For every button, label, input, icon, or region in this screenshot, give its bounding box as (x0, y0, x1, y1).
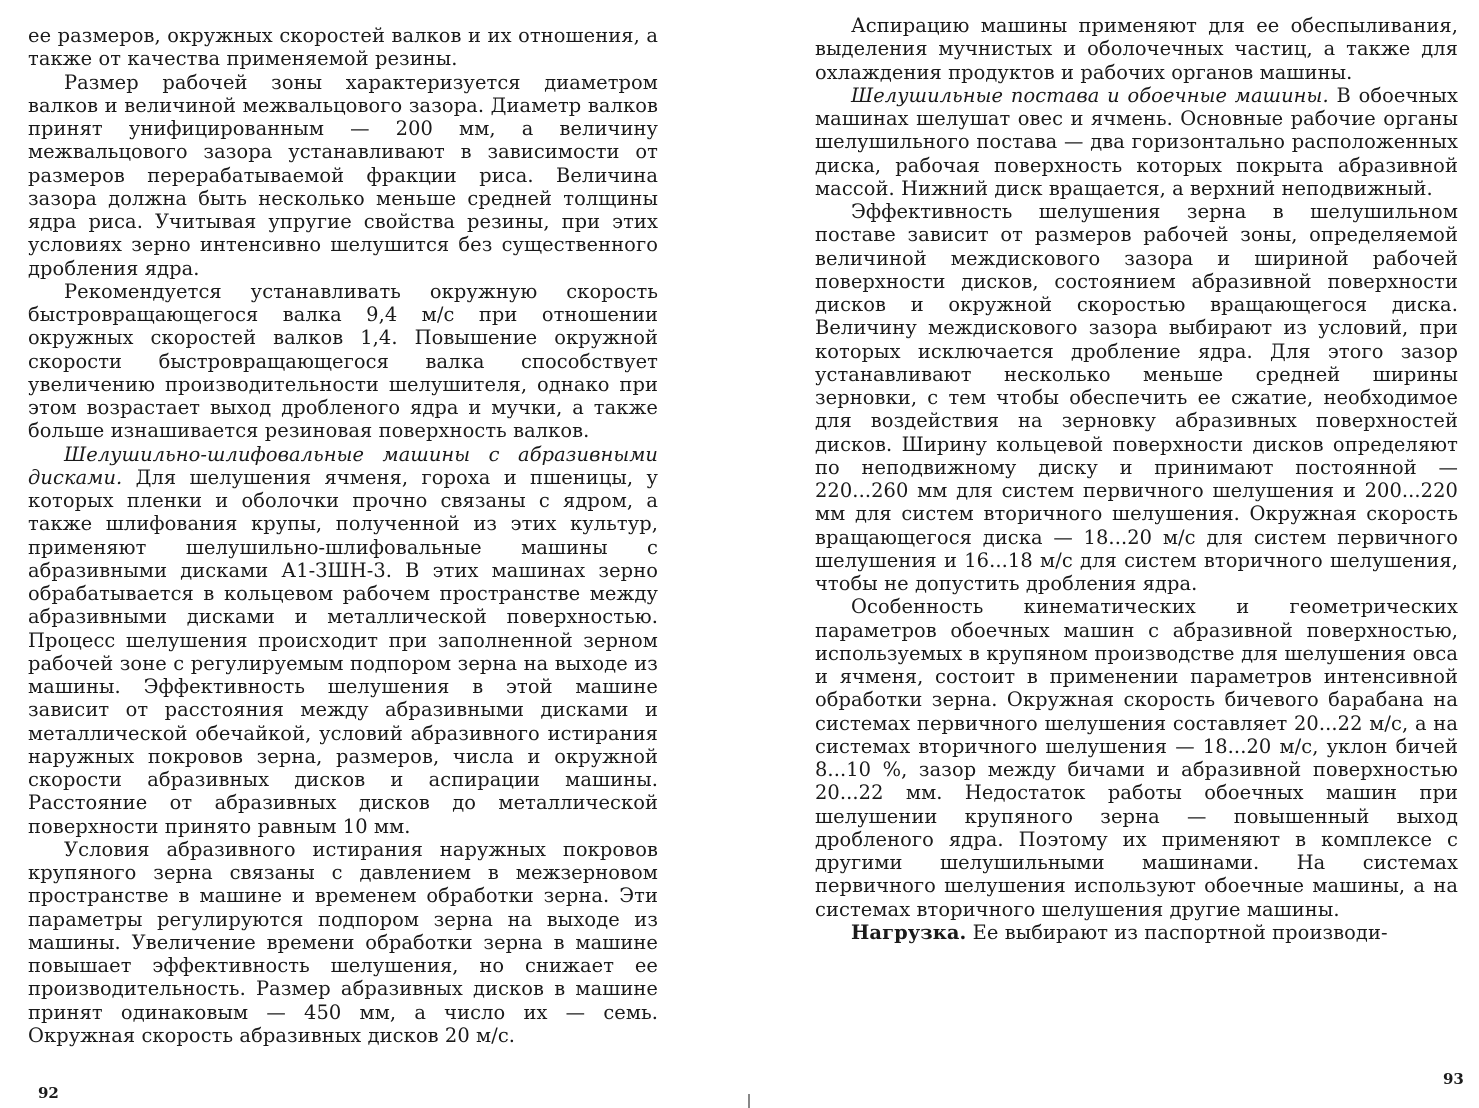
right-page (805, 0, 1465, 1108)
paragraph-body: В обоечных машинах шелушат овес и ячмень. Основные рабочие органы шелушильного постава — два горизонтально расположенных диска, рабочая поверхность которых покрыта абразивной массой. Нижний диск вращается, а верхний неподвижный. (815, 83, 1458, 200)
paragraph: Аспирацию машины применяют для ее обеспыливания, выделения мучнистых и оболочечных частиц, а также для охлаждения продуктов и рабочих органов машины. (815, 14, 1458, 84)
paragraph-body: Для шелушения ячменя, гороха и пшеницы, у которых пленки и оболочки прочно связаны с ядром, а также шлифования крупы, полученной из этих культур, применяют шелушильно-шлифовальные машины с абразивными дисками А1-ЗШН-3. В этих машинах зерно обрабатывается в кольцевом рабочем пространстве между абразивными дисками и металлической поверхностью. Процесс шелушения происходит при заполненной зерном рабочей зоне с регулируемым подпором зерна на выходе из машины. Эффективность шелушения в этой машине зависит от расстояния между абразивными дисками и металлической обечайкой, условий абразивного истирания наружных покровов зерна, размеров, числа и окружной скорости абразивных дисков и аспирации машины. Расстояние от абразивных дисков до металлической поверхности принято равным 10 мм. (28, 465, 659, 838)
paragraph: Размер рабочей зоны характеризуется диаметром валков и величиной межвальцового зазора. Диаметр валков принят унифицированным — 200 мм, а величину межвальцового зазора устанавливают в зависимости от размеров перерабатываемой фракции риса. Величина зазора должна быть несколько меньше средней толщины ядра риса. Учитывая упругие свойства резины, при этих условиях зерно интенсивно шелушится без существенного дробления ядра. (28, 70, 658, 280)
section-heading: Шелушильно-шлифовальные машины с абразивными дисками. (28, 442, 658, 489)
paragraph: Условия абразивного истирания наружных покровов крупяного зерна связаны с давлением в межзерновом пространстве в машине и временем обработки зерна. Эти параметры регулируются подпором зерна на выходе из машины. Увеличение времени обработки зерна в машине повышает эффективность шелушения, но снижает ее производительность. Размер абразивных дисков в машине принят одинаковым — 450 мм, а число их — семь. Окружная скорость абразивных дисков 20 м/с. (28, 837, 658, 1047)
paragraph: Особенность кинематических и геометрических параметров обоечных машин с абразивной поверхностью, используемых в крупяном производстве для шелушения овса и ячменя, состоит в применении параметров интенсивной обработки зерна. Окружная скорость бичевого барабана на системах первичного шелушения составляет 20...22 м/с, а на системах вторичного шелушения — 18...20 м/с, уклон бичей 8...10 %, зазор между бичами и абразивной поверхностью 20...22 мм. Недостаток работы обоечных машин при шелушении крупяного зерна — повышенный выход дробленого ядра. Поэтому их применяют в комплексе с другими шелушильными машинами. На системах первичного шелушения используют обоечные машины, а на системах вторичного шелушения другие машины. (815, 595, 1458, 921)
paragraph-body: Ее выбирают из паспортной производи- (972, 920, 1388, 944)
left-text-column (28, 24, 658, 1047)
right-text-column (815, 14, 1458, 944)
paragraph (28, 443, 658, 838)
paragraph: Рекомендуется устанавливать окружную скорость быстровращающегося валка 9,4 м/с при отношении окружных скоростей валков 1,4. Повышение окружной скорости быстровращающегося валка способствует увеличению производительности шелушителя, однако при этом возрастает выход дробленого ядра и мучки, а также больше изнашивается резиновая поверхность валков. (28, 279, 658, 443)
paragraph: Эффективность шелушения зерна в шелушильном поставе зависит от размеров рабочей зоны, определяемой величиной междискового зазора и шириной рабочей поверхности дисков, состоянием абразивной поверхности дисков и окружной скоростью вращающегося диска. Величину междискового зазора выбирают из условий, при которых исключается дробление ядра. Для этого зазор устанавливают несколько меньше средней ширины зерновки, с тем чтобы обеспечить ее сжатие, необходимое для воздействия на зерновку абразивных поверхностей дисков. Ширину кольцевой поверхности дисков определяют по неподвижному диску и принимают постоянной — 220...260 мм для систем первичного шелушения и 200...220 мм для систем вторичного шелушения. Окружная скорость вращающегося диска — 18...20 м/с для систем первичного шелушения и 16...18 м/с для систем вторичного шелушения, чтобы не допустить дробления ядра. (815, 200, 1458, 595)
page-number: 93 (1443, 1070, 1464, 1088)
paragraph (815, 84, 1458, 200)
left-page (0, 0, 660, 1108)
paragraph: ее размеров, окружных скоростей валков и их отношения, а также от качества применяемой резины. (28, 24, 658, 71)
section-heading: Шелушильные постава и обоечные машины. (851, 83, 1329, 107)
binding-divider (748, 1094, 750, 1108)
page-number: 92 (38, 1084, 59, 1102)
bold-lead: Нагрузка. (851, 920, 967, 944)
paragraph (815, 921, 1458, 944)
